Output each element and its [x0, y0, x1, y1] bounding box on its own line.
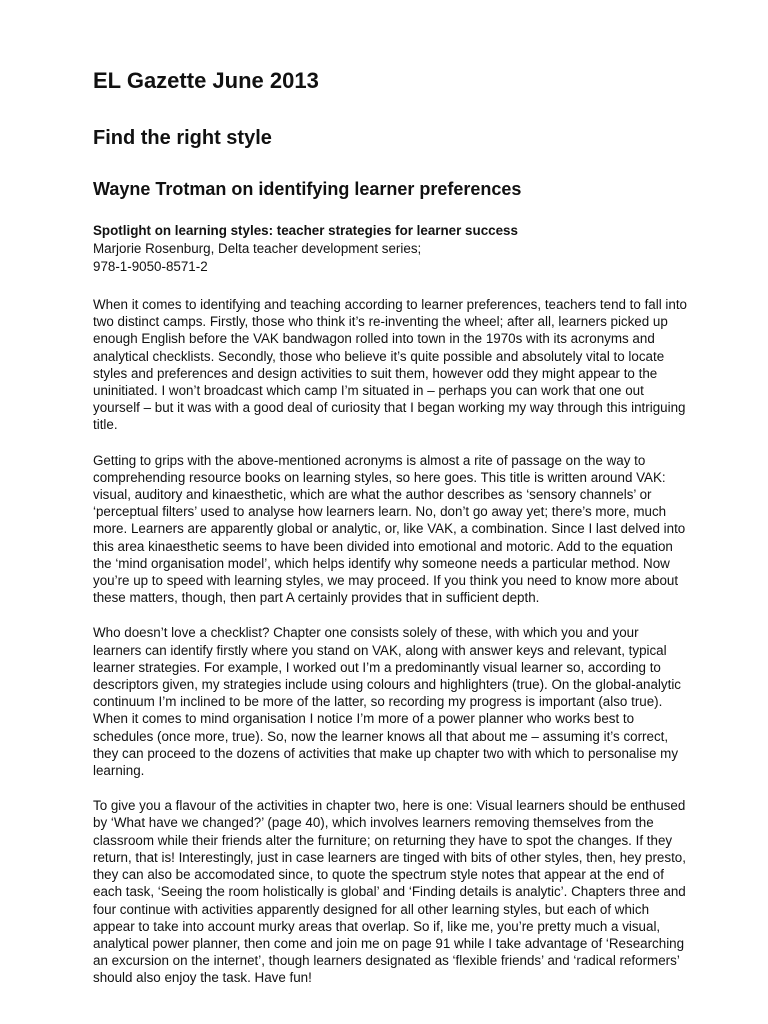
body-paragraph-1: When it comes to identifying and teaching according to learner preferences, teachers tend to fall into two distinct camps. Firstly, those who think it’s re-inventing the wheel; after all, learners picked up enough English before the VAK bandwagon rolled into town in the 1970s with its acronyms and analytical checklists. Secondly, those who believe it’s quite possible and absolutely vital to locate styles and preferences and design activities to suit them, however odd they might appear to the uninitiated. I won’t broadcast which camp I’m situated in – perhaps you can work that one out yourself – but it was with a good deal of curiosity that I began working my way through this intriguing title.: [93, 297, 687, 433]
body-paragraph-4: To give you a flavour of the activities in chapter two, here is one: Visual learners should be enthused by ‘What have we changed?’ (page 40), which involves learners removing themselves from the classroom while their friends alter the furniture; on returning they have to spot the changes. If they return, that is! Interestingly, just in case learners are tinged with bits of other styles, then, hey presto, they can also be accomodated since, to quote the spectrum style notes that appear at the end of each task, ‘Seeing the room holistically is global’ and ‘Finding details is analytic’. Chapters three and four continue with activities apparently designed for all other learning styles, but each of which appear to take into account murky areas that overlap. So if, like me, you’re pretty much a visual, analytical power planner, then come and join me on page 91 while I take advantage of ‘Researching an excursion on the internet’, though learners designated as ‘flexible friends’ and ‘radical reformers’ should also enjoy the task. Have fun!: [93, 798, 686, 986]
book-isbn: 978-1-9050-8571-2: [93, 259, 208, 274]
article-subtitle: Wayne Trotman on identifying learner preferences: [93, 179, 522, 199]
publication-heading: EL Gazette June 2013: [93, 68, 319, 93]
book-details: [93, 222, 688, 276]
article-title: Find the right style: [93, 127, 272, 149]
book-author-series: Marjorie Rosenburg, Delta teacher development series;: [93, 241, 422, 256]
body-paragraph-3: Who doesn’t love a checklist? Chapter one consists solely of these, with which you and your learners can identify firstly where you stand on VAK, along with answer keys and relevant, typical learner strategies. For example, I worked out I’m a predominantly visual learner so, according to descriptors given, my strategies include using colours and highlighters (true). On the global-analytic continuum I’m inclined to be more of the latter, so recording my progress is important (also true). When it comes to mind organisation I notice I’m more of a power planner who works best to schedules (once more, true). So, now the learner knows all that about me – assuming it’s correct, they can proceed to the dozens of activities that make up chapter two with which to personalise my learning.: [93, 625, 681, 779]
book-title: Spotlight on learning styles: teacher strategies for learner success: [93, 223, 518, 238]
body-paragraph-2: Getting to grips with the above-mentioned acronyms is almost a rite of passage on the way to comprehending resource books on learning styles, so here goes. This title is written around VAK: visual, auditory and kinaesthetic, which are what the author describes as ‘sensory channels’ or ‘perceptual filters’ used to analyse how learners learn. No, don’t go away yet; there’s more, much more. Learners are apparently global or analytic, or, like VAK, a combination. Since I last delved into this area kinaesthetic seems to have been divided into emotional and motoric. Add to the equation the ‘mind organisation model’, which helps identify why someone needs a particular method. Now you’re up to speed with learning styles, we may proceed. If you think you need to know more about these matters, though, then part A certainly provides that in sufficient depth.: [93, 452, 686, 606]
article-body: [93, 296, 688, 987]
